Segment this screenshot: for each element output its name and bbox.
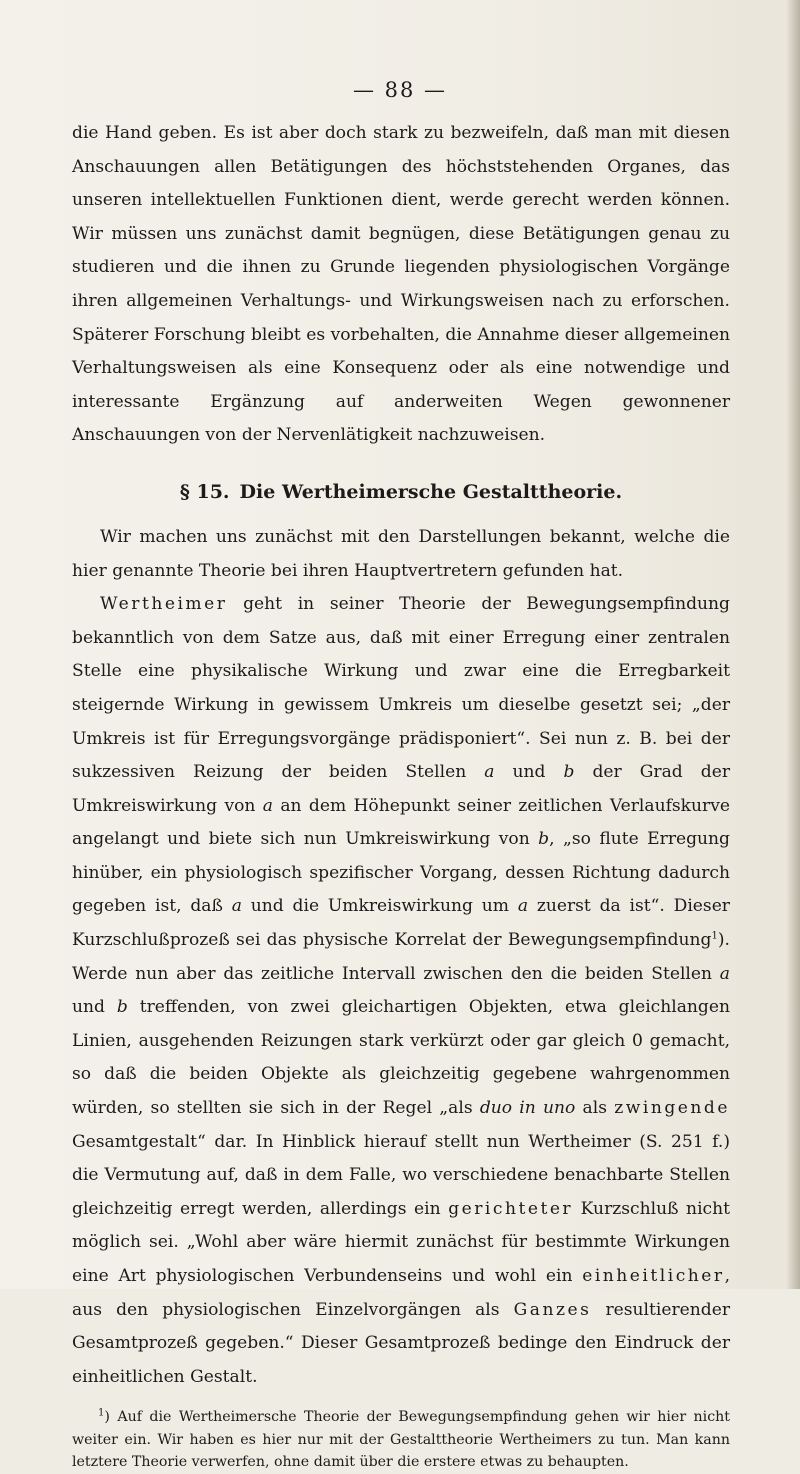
footnote-text: ) Auf die Wertheimersche Theorie der Bewegungsempfindung gehen wir hier nicht weiter ein. Wir haben es hier nur mit der Gestalttheorie Wertheimers zu tun. Man kann letztere Theorie verwerfen, ohne damit über die erstere etwas zu behaupten. [72, 1409, 730, 1471]
paragraph-wertheimer: Wertheimer geht in seiner Theorie der Bewegungsempfindung bekanntlich von dem Satze aus, daß mit einer Erregung einer zentralen Stelle eine physikalische Wirkung und zwar eine die Erregbarkeit steigernde Wirkung in gewissem Umkreis um dieselbe gesetzt sei; „der Umkreis ist für Erregungsvorgänge prädisponiert“. Sei nun z. B. bei der sukzessiven Reizung der beiden Stellen a und b der Grad der Umkreiswirkung von a an dem Höhepunkt seiner zeitlichen Verlaufskurve angelangt und biete sich nun Umkreiswirkung von b, „so flute Erregung hinüber, ein physiologisch spezifischer Vorgang, dessen Richtung dadurch gegeben ist, daß a und die Umkreiswirkung um a zuerst da ist“. Dieser Kurzschlußprozeß sei das physische Korrelat der Bewegungsempfindung$^1$). Werde nun aber das zeitliche Intervall zwischen den die beiden Stellen a und b treffenden, von zwei gleichartigen Objekten, etwa gleichlangen Linien, ausgehenden Reizungen stark verkürzt oder gar gleich 0 gemacht, so daß die beiden Objekte als gleichzeitig gegebene wahrgenommen würden, so stellten sie sich in der Regel „als duo in uno als zwingende Gesamtgestalt“ dar. In Hinblick hierauf stellt nun Wertheimer (S. 251 f.) die Vermutung auf, daß in dem Falle, wo verschiedene benachbarte Stellen gleichzeitig erregt werden, allerdings ein gerichteter Kurzschluß nicht möglich sei. „Wohl aber wäre hiermit zunächst für bestimmte Wirkungen eine Art physiologischen Verbundenseins und wohl ein einheitlicher, aus den physiologischen Einzelvorgängen als Ganzes resultierender Gesamtprozeß gegeben.“ Dieser Gesamtprozeß bedinge den Eindruck der einheitlichen Gestalt. [72, 594, 731, 1387]
author-name: Wertheimer [100, 594, 228, 615]
footnote [72, 1406, 730, 1474]
latin-phrase: duo in uno [479, 1098, 576, 1119]
text-body [72, 117, 730, 1474]
paragraph-intro: die Hand geben. Es ist aber doch stark zu bezweifeln, daß man mit diesen Anschauungen allen Betätigungen des höchststehenden Organes, das unseren intellektuellen Funktionen dient, werde gerecht werden können. Wir müssen uns zunächst damit begnügen, diese Betätigungen genau zu studieren und die ihnen zu Grunde liegenden physiologischen Vorgänge ihren allgemeinen Verhaltungs- und Wirkungsweisen nach zu erforschen. Späterer Forschung bleibt es vorbehalten, die Annahme dieser allgemeinen Verhaltungsweisen als eine Konsequenz oder als eine notwendige und interessante Ergänzung auf anderweiten Wegen gewonnener Anschauungen von der Nervenlätigkeit nachzuweisen. [72, 123, 730, 446]
page-number: — 88 — [352, 78, 448, 102]
paragraph-overview: Wir machen uns zunächst mit den Darstellungen bekannt, welche die hier genannte Theorie bei ihren Hauptvertretern gefunden hat. [72, 526, 730, 581]
section-heading [72, 476, 730, 508]
section-number: § 15. [179, 480, 230, 503]
page-edge-shadow [786, 0, 800, 1289]
section-title: Die Wertheimersche Gestalttheorie. [239, 480, 623, 503]
footnote-ref: 1 [711, 930, 718, 942]
footnote-mark: 1 [98, 1407, 105, 1419]
